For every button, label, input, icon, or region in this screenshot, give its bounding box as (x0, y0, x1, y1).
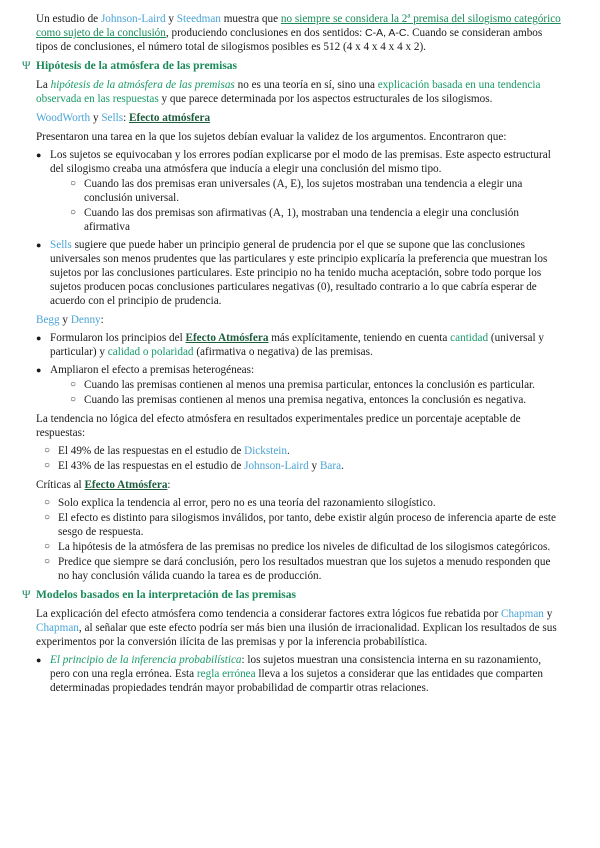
tendencia-paragraph: La tendencia no lógica del efecto atmósfera en resultados experimentales predice un porcentaje aceptable de respuestas: (36, 413, 521, 439)
author-johnson-laird: Johnson-Laird (100, 13, 166, 25)
list-item: ○ Predice que siempre se dará conclusión, pero los resultados muestran que los sujetos a menudo responden que no hay conclusión válida cuando la tarea es de producción. (36, 555, 562, 583)
list-item: ○ El 49% de las respuestas en el estudio de Dickstein. (36, 444, 562, 458)
efecto-atmosfera-link[interactable]: Efecto atmósfera (129, 112, 211, 124)
author-steedman: Steedman (176, 13, 221, 25)
list-item: ○ El efecto es distinto para silogismos inválidos, por tanto, debe existir algún proceso de inferencia aparte de este sesgo de respuesta. (36, 511, 562, 539)
term-hipotesis: hipótesis de la atmósfera de las premisas (50, 79, 235, 91)
list-item: ○ Cuando las premisas contienen al menos una premisa negativa, entonces la conclusión es negativa. (50, 393, 562, 407)
woodworth-sells-line: WoodWorth y Sells: Efecto atmósfera (36, 112, 211, 124)
begg-list (36, 331, 562, 407)
results-list (36, 444, 562, 473)
criticas-line: Críticas al Efecto Atmósfera: (36, 479, 171, 491)
psi-icon: Ψ (22, 60, 31, 72)
findings-list (36, 148, 562, 308)
begg-denny-line: Begg y Denny: (36, 314, 104, 326)
tarea-paragraph: Presentaron una tarea en la que los sujetos debían evaluar la validez de los argumentos. Encontraron que: (36, 131, 507, 143)
list-item: ○ La hipótesis de la atmósfera de las premisas no predice los niveles de dificultad de los silogismos categóricos. (36, 540, 562, 554)
explicacion-text: explicación basada en una tendencia observada en las respuestas (36, 79, 541, 105)
section2-paragraph: La explicación del efecto atmósfera como tendencia a considerar factores extra lógicos fue rebatida por Chapman y Chapman, al señalar que este efecto podría ser más bien una ilusión de irracionalidad. Explican los resultados de sus experimentos por la conversión ilícita de las premisas y por la inferencia probabilística. (36, 608, 557, 648)
section-heading-modelos: Ψ Modelos basados en la interpretación de las premisas (22, 589, 296, 601)
efecto-atmosfera-link[interactable]: Efecto Atmósfera (84, 479, 168, 491)
list-item: ● Ampliaron el efecto a premisas heterogéneas: ○ Cuando las premisas contienen al menos una premisa particular, entonces la conclusión es particular. ○ Cuando las premisas contienen al menos una premisa negativa, entonces la conclusión es negativa. (36, 363, 562, 407)
psi-icon: Ψ (22, 589, 31, 601)
list-item: ○ El 43% de las respuestas en el estudio de Johnson-Laird y Bara. (36, 459, 562, 473)
list-item: ○ Cuando las dos premisas son afirmativas (A, 1), mostraban una tendencia a elegir una conclusión afirmativa (50, 206, 562, 234)
codes: C-A, A-C (365, 27, 407, 39)
list-item: ● Los sujetos se equivocaban y los errores podían explicarse por el modo de las premisas. Este aspecto estructural del silogismo creaba una atmósfera que inducía a elegir una conclusión del mismo tipo. ○ Cuando las dos premisas eran universales (A, E), los sujetos mostraban una tendencia a elegir una conclusión universal. ○ Cuando las dos premisas son afirmativas (A, 1), mostraban una tendencia a elegir una conclusión afirmativa (36, 148, 562, 234)
list-item: ○ Solo explica la tendencia al error, pero no es una teoría del razonamiento silogístico. (36, 496, 562, 510)
principio-list (36, 653, 562, 695)
list-item: ○ Cuando las dos premisas eran universales (A, E), los sujetos mostraban una tendencia a elegir una conclusión universal. (50, 177, 562, 205)
criticas-list (36, 496, 562, 583)
claim-link[interactable]: no siempre se considera la 2ª premisa del silogismo categórico como sujeto de la conclusión (36, 13, 561, 39)
intro-paragraph: Un estudio de Johnson-Laird y Steedman muestra que no siempre se considera la 2ª premisa del silogismo categórico como sujeto de la conclusión, produciendo conclusiones en dos sentidos: C-A, A-C. Cuando se consideran ambos tipos de conclusiones, el número total de silogismos posibles es 512 (4 x 4 x 4 x 4 x 2). (36, 13, 561, 53)
section-heading-atmosfera: Ψ Hipótesis de la atmósfera de las premisas (22, 60, 238, 72)
list-item: ● Sells sugiere que puede haber un principio general de prudencia por el que se supone que las conclusiones universales son menos prudentes que las particulares y este principio explicaría la preferencia que muestran los sujetos por las conclusiones particulares. Este principio no ha tenido mucha aceptación, sobre todo porque los sujetos producen pocas conclusiones particulares negativas (0), resultado contrario a lo que cabría esperar de acuerdo con el principio de prudencia. (36, 238, 562, 308)
list-item: ● Formularon los principios del Efecto Atmósfera más explícitamente, teniendo en cuenta cantidad (universal y particular) y calidad o polaridad (afirmativa o negativa) de las premisas. (36, 331, 562, 359)
section1-paragraph: La hipótesis de la atmósfera de las premisas no es una teoría en sí, sino una explicación basada en una tendencia observada en las respuestas y que parece determinada por los aspectos estructurales de los silogismos. (36, 79, 541, 105)
list-item: ● El principio de la inferencia probabilística: los sujetos muestran una consistencia interna en su razonamiento, pero con una regla errónea. Esta regla errónea lleva a los sujetos a considerar que las entidades que comparten determinadas propiedades tendrán mayor probabilidad de compartir otras relaciones. (36, 653, 562, 695)
list-item: ○ Cuando las premisas contienen al menos una premisa particular, entonces la conclusión es particular. (50, 378, 562, 392)
